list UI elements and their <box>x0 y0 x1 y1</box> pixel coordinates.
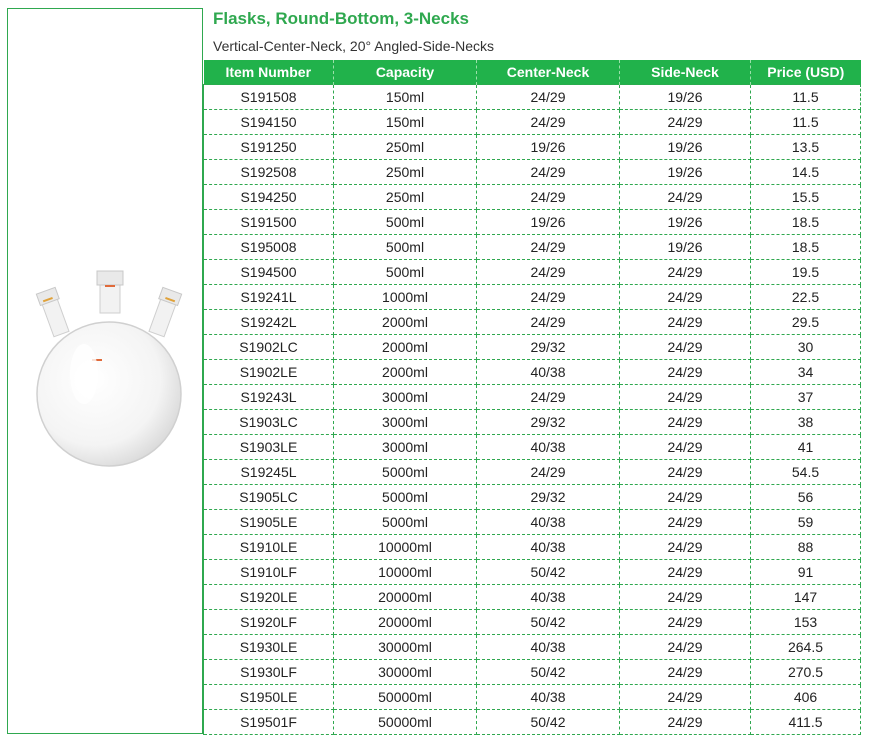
price-cell: 38 <box>751 410 861 435</box>
item-number-cell: S1903LC <box>204 410 334 435</box>
center-neck-cell: 24/29 <box>477 110 620 135</box>
side-neck-cell: 19/26 <box>620 210 751 235</box>
center-neck-cell: 24/29 <box>477 235 620 260</box>
side-neck-cell: 24/29 <box>620 685 751 710</box>
table-row <box>204 360 861 385</box>
price-cell: 18.5 <box>751 210 861 235</box>
side-neck-cell: 24/29 <box>620 285 751 310</box>
side-neck-cell: 24/29 <box>620 610 751 635</box>
item-number-cell: S1905LE <box>204 510 334 535</box>
capacity-cell: 5000ml <box>334 510 477 535</box>
side-neck-cell: 24/29 <box>620 110 751 135</box>
price-cell: 147 <box>751 585 861 610</box>
table-row <box>204 485 861 510</box>
side-neck-cell: 24/29 <box>620 185 751 210</box>
price-cell: 11.5 <box>751 110 861 135</box>
capacity-cell: 250ml <box>334 160 477 185</box>
table-row <box>204 260 861 285</box>
table-row <box>204 585 861 610</box>
center-neck-cell: 40/38 <box>477 535 620 560</box>
capacity-cell: 150ml <box>334 85 477 110</box>
capacity-cell: 30000ml <box>334 660 477 685</box>
table-row <box>204 110 861 135</box>
capacity-cell: 3000ml <box>334 435 477 460</box>
item-number-cell: S19501F <box>204 710 334 735</box>
side-neck-cell: 19/26 <box>620 85 751 110</box>
item-number-cell: S1950LE <box>204 685 334 710</box>
item-number-cell: S191500 <box>204 210 334 235</box>
table-row <box>204 310 861 335</box>
capacity-cell: 150ml <box>334 110 477 135</box>
item-number-cell: S1930LF <box>204 660 334 685</box>
table-row <box>204 685 861 710</box>
center-neck-cell: 40/38 <box>477 585 620 610</box>
header-item-number: Item Number <box>204 60 334 85</box>
price-cell: 54.5 <box>751 460 861 485</box>
side-neck-cell: 24/29 <box>620 660 751 685</box>
table-row <box>204 385 861 410</box>
side-neck-cell: 24/29 <box>620 585 751 610</box>
item-number-cell: S1920LE <box>204 585 334 610</box>
table-row <box>204 560 861 585</box>
table-row <box>204 635 861 660</box>
item-number-cell: S191250 <box>204 135 334 160</box>
header-capacity: Capacity <box>334 60 477 85</box>
price-cell: 88 <box>751 535 861 560</box>
table-row <box>204 235 861 260</box>
price-cell: 22.5 <box>751 285 861 310</box>
table-row <box>204 85 861 110</box>
price-cell: 37 <box>751 385 861 410</box>
center-neck-cell: 40/38 <box>477 685 620 710</box>
item-number-cell: S19241L <box>204 285 334 310</box>
table-row <box>204 135 861 160</box>
center-neck-cell: 24/29 <box>477 260 620 285</box>
price-cell: 411.5 <box>751 710 861 735</box>
table-row <box>204 460 861 485</box>
capacity-cell: 500ml <box>334 260 477 285</box>
side-neck-cell: 24/29 <box>620 510 751 535</box>
item-number-cell: S195008 <box>204 235 334 260</box>
center-neck-cell: 40/38 <box>477 360 620 385</box>
center-neck-cell: 24/29 <box>477 310 620 335</box>
center-neck-cell: 29/32 <box>477 335 620 360</box>
price-cell: 264.5 <box>751 635 861 660</box>
center-neck-cell: 24/29 <box>477 460 620 485</box>
capacity-cell: 5000ml <box>334 485 477 510</box>
side-neck-cell: 24/29 <box>620 410 751 435</box>
item-number-cell: S194150 <box>204 110 334 135</box>
table-row <box>204 335 861 360</box>
item-number-cell: S192508 <box>204 160 334 185</box>
center-neck-cell: 29/32 <box>477 410 620 435</box>
side-neck-cell: 24/29 <box>620 260 751 285</box>
center-neck-cell: 24/29 <box>477 185 620 210</box>
header-price: Price (USD) <box>751 60 861 85</box>
side-neck-cell: 24/29 <box>620 710 751 735</box>
capacity-cell: 3000ml <box>334 385 477 410</box>
side-neck-cell: 24/29 <box>620 535 751 560</box>
price-cell: 59 <box>751 510 861 535</box>
side-neck-cell: 24/29 <box>620 385 751 410</box>
item-number-cell: S191508 <box>204 85 334 110</box>
center-neck-cell: 24/29 <box>477 160 620 185</box>
capacity-cell: 20000ml <box>334 610 477 635</box>
price-cell: 11.5 <box>751 85 861 110</box>
table-row <box>204 710 861 735</box>
capacity-cell: 10000ml <box>334 535 477 560</box>
capacity-cell: 30000ml <box>334 635 477 660</box>
capacity-cell: 250ml <box>334 135 477 160</box>
price-cell: 18.5 <box>751 235 861 260</box>
capacity-cell: 2000ml <box>334 360 477 385</box>
capacity-cell: 3000ml <box>334 410 477 435</box>
price-cell: 19.5 <box>751 260 861 285</box>
page-title: Flasks, Round-Bottom, 3-Necks <box>213 9 469 28</box>
capacity-cell: 20000ml <box>334 585 477 610</box>
header-center-neck: Center-Neck <box>477 60 620 85</box>
item-number-cell: S194250 <box>204 185 334 210</box>
price-cell: 56 <box>751 485 861 510</box>
page-subtitle: Vertical-Center-Neck, 20° Angled-Side-Necks <box>213 38 495 54</box>
capacity-cell: 2000ml <box>334 310 477 335</box>
table-row <box>204 510 861 535</box>
center-neck-cell: 24/29 <box>477 285 620 310</box>
center-neck-cell: 50/42 <box>477 560 620 585</box>
table-body <box>204 85 861 735</box>
item-number-cell: S1903LE <box>204 435 334 460</box>
price-cell: 91 <box>751 560 861 585</box>
table-row <box>204 660 861 685</box>
center-neck-cell: 24/29 <box>477 85 620 110</box>
center-neck-cell: 40/38 <box>477 510 620 535</box>
item-number-cell: S19245L <box>204 460 334 485</box>
item-number-cell: S19242L <box>204 310 334 335</box>
item-number-cell: S1930LE <box>204 635 334 660</box>
side-neck-cell: 24/29 <box>620 635 751 660</box>
center-neck-cell: 19/26 <box>477 135 620 160</box>
price-cell: 153 <box>751 610 861 635</box>
table-row <box>204 410 861 435</box>
center-neck-cell: 24/29 <box>477 385 620 410</box>
item-number-cell: S1910LE <box>204 535 334 560</box>
price-cell: 34 <box>751 360 861 385</box>
capacity-cell: 5000ml <box>334 460 477 485</box>
center-neck-cell: 40/38 <box>477 635 620 660</box>
table-header-row <box>204 60 861 85</box>
table-row <box>204 435 861 460</box>
price-cell: 13.5 <box>751 135 861 160</box>
item-number-cell: S1905LC <box>204 485 334 510</box>
capacity-cell: 500ml <box>334 210 477 235</box>
product-image-panel <box>7 8 203 734</box>
capacity-cell: 1000ml <box>334 285 477 310</box>
center-neck-cell: 50/42 <box>477 610 620 635</box>
item-number-cell: S1902LC <box>204 335 334 360</box>
table-row <box>204 160 861 185</box>
capacity-cell: 250ml <box>334 185 477 210</box>
table-row <box>204 535 861 560</box>
side-neck-cell: 24/29 <box>620 560 751 585</box>
table-row <box>204 210 861 235</box>
table-row <box>204 610 861 635</box>
capacity-cell: 2000ml <box>334 335 477 360</box>
center-neck-cell: 19/26 <box>477 210 620 235</box>
capacity-cell: 50000ml <box>334 710 477 735</box>
side-neck-cell: 24/29 <box>620 310 751 335</box>
side-neck-cell: 24/29 <box>620 335 751 360</box>
side-neck-cell: 19/26 <box>620 160 751 185</box>
item-number-cell: S1920LF <box>204 610 334 635</box>
center-neck-cell: 50/42 <box>477 710 620 735</box>
price-cell: 30 <box>751 335 861 360</box>
price-cell: 29.5 <box>751 310 861 335</box>
header-side-neck: Side-Neck <box>620 60 751 85</box>
item-number-cell: S1902LE <box>204 360 334 385</box>
price-cell: 15.5 <box>751 185 861 210</box>
price-table <box>203 60 861 735</box>
side-neck-cell: 19/26 <box>620 235 751 260</box>
capacity-cell: 10000ml <box>334 560 477 585</box>
side-neck-cell: 24/29 <box>620 485 751 510</box>
price-cell: 14.5 <box>751 160 861 185</box>
item-number-cell: S194500 <box>204 260 334 285</box>
center-neck-cell: 29/32 <box>477 485 620 510</box>
table-row <box>204 285 861 310</box>
flask-icon <box>34 259 184 489</box>
price-cell: 270.5 <box>751 660 861 685</box>
center-neck-cell: 50/42 <box>477 660 620 685</box>
item-number-cell: S1910LF <box>204 560 334 585</box>
price-cell: 41 <box>751 435 861 460</box>
capacity-cell: 500ml <box>334 235 477 260</box>
side-neck-cell: 24/29 <box>620 460 751 485</box>
table-row <box>204 185 861 210</box>
side-neck-cell: 24/29 <box>620 435 751 460</box>
item-number-cell: S19243L <box>204 385 334 410</box>
price-cell: 406 <box>751 685 861 710</box>
side-neck-cell: 19/26 <box>620 135 751 160</box>
capacity-cell: 50000ml <box>334 685 477 710</box>
side-neck-cell: 24/29 <box>620 360 751 385</box>
center-neck-cell: 40/38 <box>477 435 620 460</box>
